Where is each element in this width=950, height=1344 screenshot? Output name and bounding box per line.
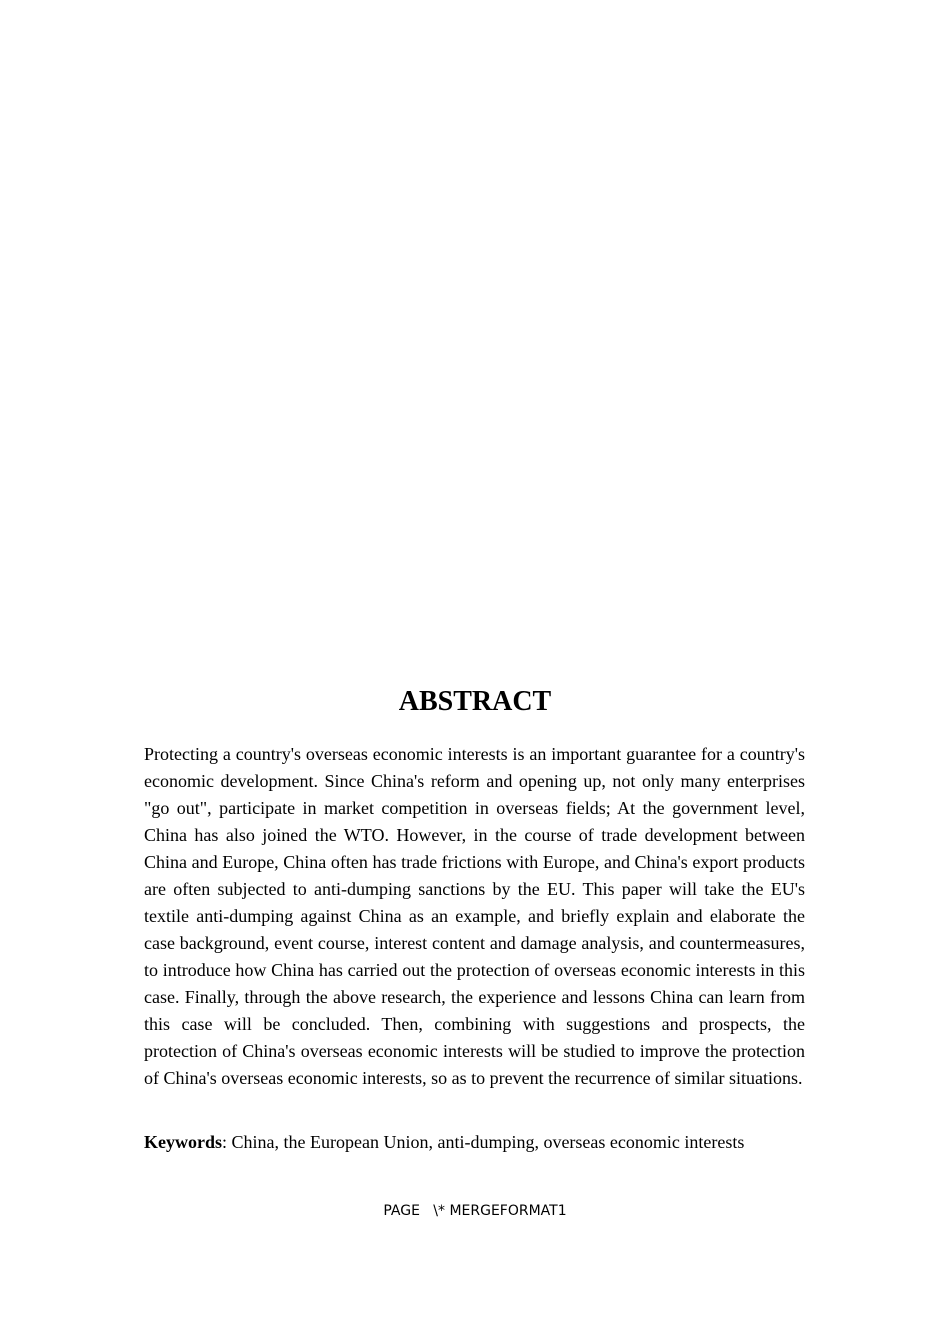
abstract-heading: ABSTRACT [398,686,552,717]
keywords-label: Keywords [144,1132,222,1152]
page-footer-field: PAGE \* MERGEFORMAT1 [383,1203,567,1219]
keywords-list: : China, the European Union, anti-dumping, overseas economic interests [222,1132,745,1152]
keywords-line [144,1129,844,1156]
abstract-paragraph: Protecting a country's overseas economic interests is an important guarantee for a country's economic development. Since China's reform and opening up, not only many enterprises "go out", participate in market competition in overseas fields; At the government level, China has also joined the WTO. However, in the course of trade development between China and Europe, China often has trade frictions with Europe, and China's export products are often subjected to anti-dumping sanctions by the EU. This paper will take the EU's textile anti-dumping against China as an example, and briefly explain and elaborate the case background, event course, interest content and damage analysis, and countermeasures, to introduce how China has carried out the protection of overseas economic interests in this case. Finally, through the above research, the experience and lessons China can learn from this case will be concluded. Then, combining with suggestions and prospects, the protection of China's overseas economic interests will be studied to improve the protection of China's overseas economic interests, so as to prevent the recurrence of similar situations. [144,744,805,1088]
